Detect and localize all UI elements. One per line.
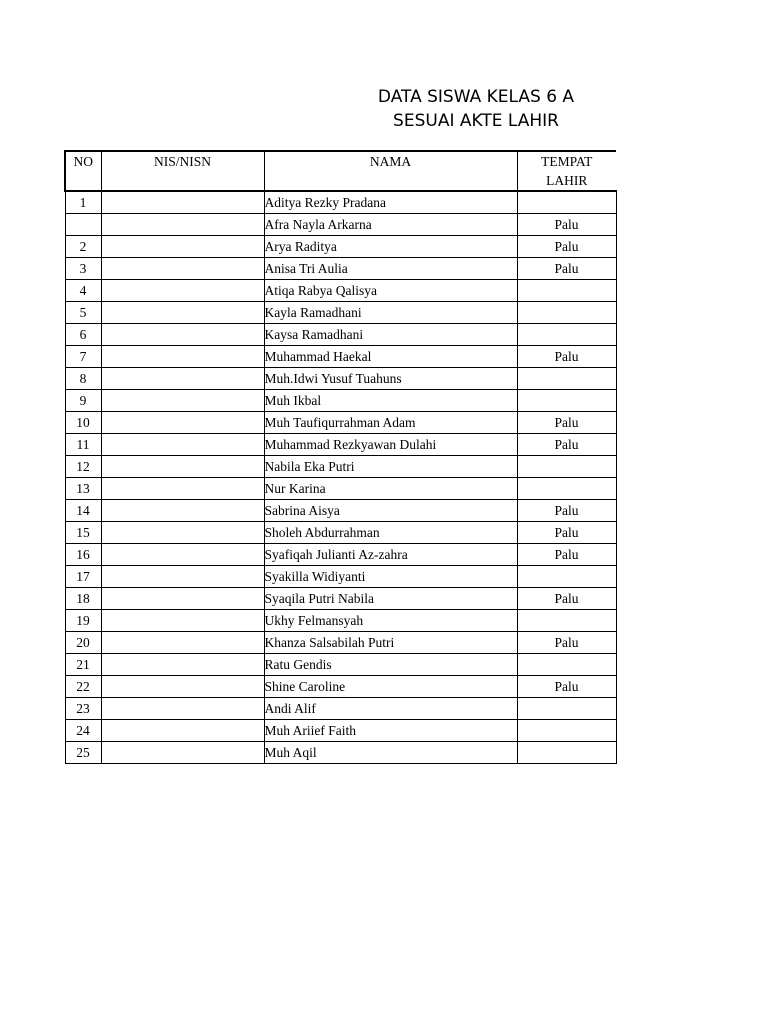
table-row [65, 720, 616, 742]
cell-nama: Muh Aqil [264, 742, 517, 764]
cell-nama: Kayla Ramadhani [264, 302, 517, 324]
cell-no: 7 [65, 346, 101, 368]
cell-nis [101, 610, 264, 632]
cell-no: 2 [65, 236, 101, 258]
cell-nis [101, 346, 264, 368]
cell-nama: Syafiqah Julianti Az-zahra [264, 544, 517, 566]
cell-tempat-lahir [517, 654, 616, 676]
cell-no: 13 [65, 478, 101, 500]
header-row [65, 151, 616, 191]
cell-no: 19 [65, 610, 101, 632]
cell-tempat-lahir [517, 456, 616, 478]
cell-nama: Muh Ikbal [264, 390, 517, 412]
table-row [65, 302, 616, 324]
cell-tempat-lahir [517, 720, 616, 742]
table-row [65, 588, 616, 610]
cell-tempat-lahir [517, 478, 616, 500]
cell-tempat-lahir [517, 698, 616, 720]
header-nis: NIS/NISN [101, 151, 264, 191]
cell-no: 5 [65, 302, 101, 324]
cell-tempat-lahir: Palu [517, 500, 616, 522]
cell-nama: Muh Taufiqurrahman Adam [264, 412, 517, 434]
document-title: DATA SISWA KELAS 6 A [377, 87, 575, 107]
header-tempat-line1: TEMPAT [541, 154, 593, 169]
cell-tempat-lahir [517, 280, 616, 302]
cell-tempat-lahir [517, 191, 616, 214]
cell-no: 20 [65, 632, 101, 654]
cell-nama: Ukhy Felmansyah [264, 610, 517, 632]
table-body [65, 191, 616, 764]
table-row [65, 478, 616, 500]
cell-nis [101, 500, 264, 522]
cell-tempat-lahir: Palu [517, 434, 616, 456]
cell-tempat-lahir: Palu [517, 258, 616, 280]
cell-tempat-lahir [517, 566, 616, 588]
cell-nama: Muh Ariief Faith [264, 720, 517, 742]
cell-nis [101, 566, 264, 588]
cell-nama: Muhammad Rezkyawan Dulahi [264, 434, 517, 456]
cell-no [65, 214, 101, 236]
table-row [65, 368, 616, 390]
cell-nis [101, 258, 264, 280]
cell-nama: Sabrina Aisya [264, 500, 517, 522]
cell-nis [101, 654, 264, 676]
cell-tempat-lahir [517, 368, 616, 390]
cell-no: 11 [65, 434, 101, 456]
cell-nis [101, 214, 264, 236]
cell-nama: Arya Raditya [264, 236, 517, 258]
cell-tempat-lahir [517, 610, 616, 632]
cell-nama: Sholeh Abdurrahman [264, 522, 517, 544]
table-row [65, 324, 616, 346]
table-row [65, 236, 616, 258]
table-row [65, 676, 616, 698]
cell-nis [101, 720, 264, 742]
header-nama: NAMA [264, 151, 517, 191]
table-row [65, 456, 616, 478]
table-row [65, 698, 616, 720]
cell-nama: Andi Alif [264, 698, 517, 720]
cell-tempat-lahir: Palu [517, 236, 616, 258]
table-row [65, 742, 616, 764]
header-tempat-line2: LAHIR [546, 173, 588, 188]
cell-nis [101, 434, 264, 456]
cell-nama: Muhammad Haekal [264, 346, 517, 368]
cell-nama: Muh.Idwi Yusuf Tuahuns [264, 368, 517, 390]
cell-tempat-lahir: Palu [517, 522, 616, 544]
cell-nis [101, 544, 264, 566]
cell-tempat-lahir: Palu [517, 544, 616, 566]
cell-tempat-lahir [517, 302, 616, 324]
cell-no: 16 [65, 544, 101, 566]
table-row [65, 214, 616, 236]
table-row [65, 654, 616, 676]
document-subtitle: SESUAI AKTE LAHIR [393, 111, 559, 131]
table-row [65, 191, 616, 214]
header-no: NO [65, 151, 101, 191]
table-row [65, 280, 616, 302]
cell-tempat-lahir: Palu [517, 214, 616, 236]
cell-tempat-lahir [517, 390, 616, 412]
cell-nis [101, 742, 264, 764]
table-row [65, 500, 616, 522]
cell-no: 6 [65, 324, 101, 346]
cell-no: 23 [65, 698, 101, 720]
cell-no: 4 [65, 280, 101, 302]
cell-nis [101, 390, 264, 412]
cell-no: 12 [65, 456, 101, 478]
cell-tempat-lahir: Palu [517, 346, 616, 368]
cell-nama: Shine Caroline [264, 676, 517, 698]
header-tempat-lahir [517, 151, 616, 191]
cell-nis [101, 280, 264, 302]
cell-tempat-lahir: Palu [517, 632, 616, 654]
cell-tempat-lahir [517, 324, 616, 346]
table-row [65, 412, 616, 434]
cell-nama: Aditya Rezky Pradana [264, 191, 517, 214]
cell-no: 17 [65, 566, 101, 588]
cell-nis [101, 588, 264, 610]
cell-nama: Kaysa Ramadhani [264, 324, 517, 346]
cell-tempat-lahir: Palu [517, 412, 616, 434]
cell-no: 15 [65, 522, 101, 544]
table-row [65, 566, 616, 588]
table-row [65, 522, 616, 544]
cell-nama: Khanza Salsabilah Putri [264, 632, 517, 654]
student-table [64, 150, 617, 764]
cell-nis [101, 632, 264, 654]
cell-nis [101, 676, 264, 698]
cell-no: 25 [65, 742, 101, 764]
cell-nama: Ratu Gendis [264, 654, 517, 676]
cell-no: 21 [65, 654, 101, 676]
cell-nis [101, 456, 264, 478]
cell-tempat-lahir: Palu [517, 588, 616, 610]
cell-nama: Nabila Eka Putri [264, 456, 517, 478]
table-row [65, 610, 616, 632]
table-row [65, 632, 616, 654]
cell-nis [101, 324, 264, 346]
cell-nis [101, 368, 264, 390]
cell-no: 3 [65, 258, 101, 280]
cell-nama: Afra Nayla Arkarna [264, 214, 517, 236]
table-row [65, 434, 616, 456]
cell-nis [101, 478, 264, 500]
cell-no: 22 [65, 676, 101, 698]
table-row [65, 346, 616, 368]
table-row [65, 544, 616, 566]
cell-nama: Atiqa Rabya Qalisya [264, 280, 517, 302]
cell-nis [101, 412, 264, 434]
cell-nis [101, 522, 264, 544]
cell-no: 24 [65, 720, 101, 742]
cell-nis [101, 236, 264, 258]
cell-no: 1 [65, 191, 101, 214]
cell-nama: Syakilla Widiyanti [264, 566, 517, 588]
cell-no: 14 [65, 500, 101, 522]
cell-nis [101, 698, 264, 720]
cell-tempat-lahir [517, 742, 616, 764]
cell-no: 9 [65, 390, 101, 412]
cell-tempat-lahir: Palu [517, 676, 616, 698]
cell-nis [101, 191, 264, 214]
table-row [65, 390, 616, 412]
cell-no: 8 [65, 368, 101, 390]
cell-nama: Nur Karina [264, 478, 517, 500]
cell-no: 18 [65, 588, 101, 610]
table-row [65, 258, 616, 280]
cell-nama: Syaqila Putri Nabila [264, 588, 517, 610]
cell-nama: Anisa Tri Aulia [264, 258, 517, 280]
cell-no: 10 [65, 412, 101, 434]
cell-nis [101, 302, 264, 324]
